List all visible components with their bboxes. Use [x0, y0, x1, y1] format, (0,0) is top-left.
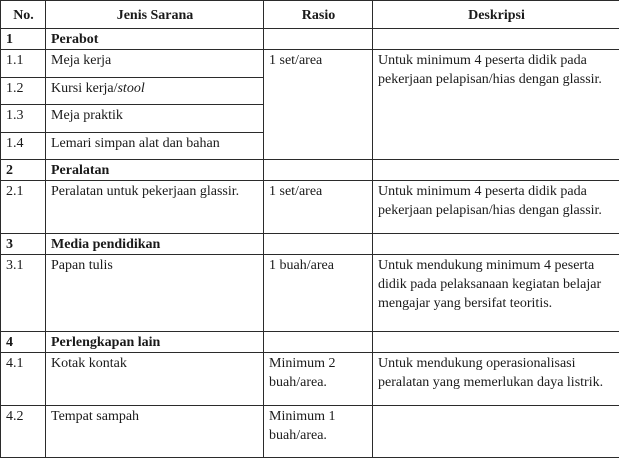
header-rasio: Rasio: [264, 1, 373, 29]
rasio-cell: Minimum 2 buah/area.: [264, 353, 373, 405]
deskripsi-cell: Untuk mendukung operasionalisasi peralatan yang memerlukan daya listrik.: [373, 353, 619, 405]
item-name: Meja kerja: [46, 50, 264, 78]
item-number: 4.1: [1, 353, 46, 405]
table-row: [1, 50, 619, 78]
category-number: 4: [1, 332, 46, 353]
header-jenis-sarana: Jenis Sarana: [46, 1, 264, 29]
empty-cell: [373, 332, 619, 353]
table-row: [1, 254, 619, 331]
empty-cell: [264, 332, 373, 353]
category-title: Peralatan: [46, 160, 264, 181]
category-title: Perlengkapan lain: [46, 332, 264, 353]
item-name: [46, 77, 264, 105]
category-title: Media pendidikan: [46, 233, 264, 254]
item-name: Kotak kontak: [46, 353, 264, 405]
table-header-row: [1, 1, 619, 29]
item-name: Lemari simpan alat dan bahan: [46, 132, 264, 160]
deskripsi-cell: Untuk minimum 4 peserta didik pada pekerjaan pelapisan/hias dengan glassir.: [373, 50, 619, 160]
category-number: 3: [1, 233, 46, 254]
item-name: Tempat sampah: [46, 405, 264, 457]
category-title: Perabot: [46, 29, 264, 50]
table-row: [1, 353, 619, 405]
item-name: Meja praktik: [46, 105, 264, 133]
item-number: 1.4: [1, 132, 46, 160]
category-number: 1: [1, 29, 46, 50]
item-number: 1.2: [1, 77, 46, 105]
item-name: Papan tulis: [46, 254, 264, 331]
category-row: [1, 233, 619, 254]
category-row: [1, 29, 619, 50]
rasio-cell: 1 set/area: [264, 50, 373, 160]
empty-cell: [373, 29, 619, 50]
item-name-text: Kursi kerja/: [51, 80, 118, 96]
rasio-cell: 1 set/area: [264, 181, 373, 233]
empty-cell: [264, 233, 373, 254]
empty-cell: [264, 160, 373, 181]
item-number: 4.2: [1, 405, 46, 457]
item-number: 3.1: [1, 254, 46, 331]
header-deskripsi: Deskripsi: [373, 1, 619, 29]
empty-cell: [264, 29, 373, 50]
category-number: 2: [1, 160, 46, 181]
deskripsi-cell: Untuk mendukung minimum 4 peserta didik pada pelaksanaan kegiatan belajar mengajar yang bersifat teoritis.: [373, 254, 619, 331]
header-no: No.: [1, 1, 46, 29]
category-row: [1, 160, 619, 181]
item-number: 1.3: [1, 105, 46, 133]
table-row: [1, 405, 619, 457]
deskripsi-cell: Untuk minimum 4 peserta didik pada pekerjaan pelapisan/hias dengan glassir.: [373, 181, 619, 233]
empty-cell: [373, 233, 619, 254]
item-name-italic: stool: [117, 80, 145, 96]
item-name: Peralatan untuk pekerjaan glassir.: [46, 181, 264, 233]
rasio-cell: 1 buah/area: [264, 254, 373, 331]
item-number: 1.1: [1, 50, 46, 78]
empty-cell: [373, 160, 619, 181]
deskripsi-cell: [373, 405, 619, 457]
table-row: [1, 181, 619, 233]
item-number: 2.1: [1, 181, 46, 233]
category-row: [1, 332, 619, 353]
rasio-cell: Minimum 1 buah/area.: [264, 405, 373, 457]
